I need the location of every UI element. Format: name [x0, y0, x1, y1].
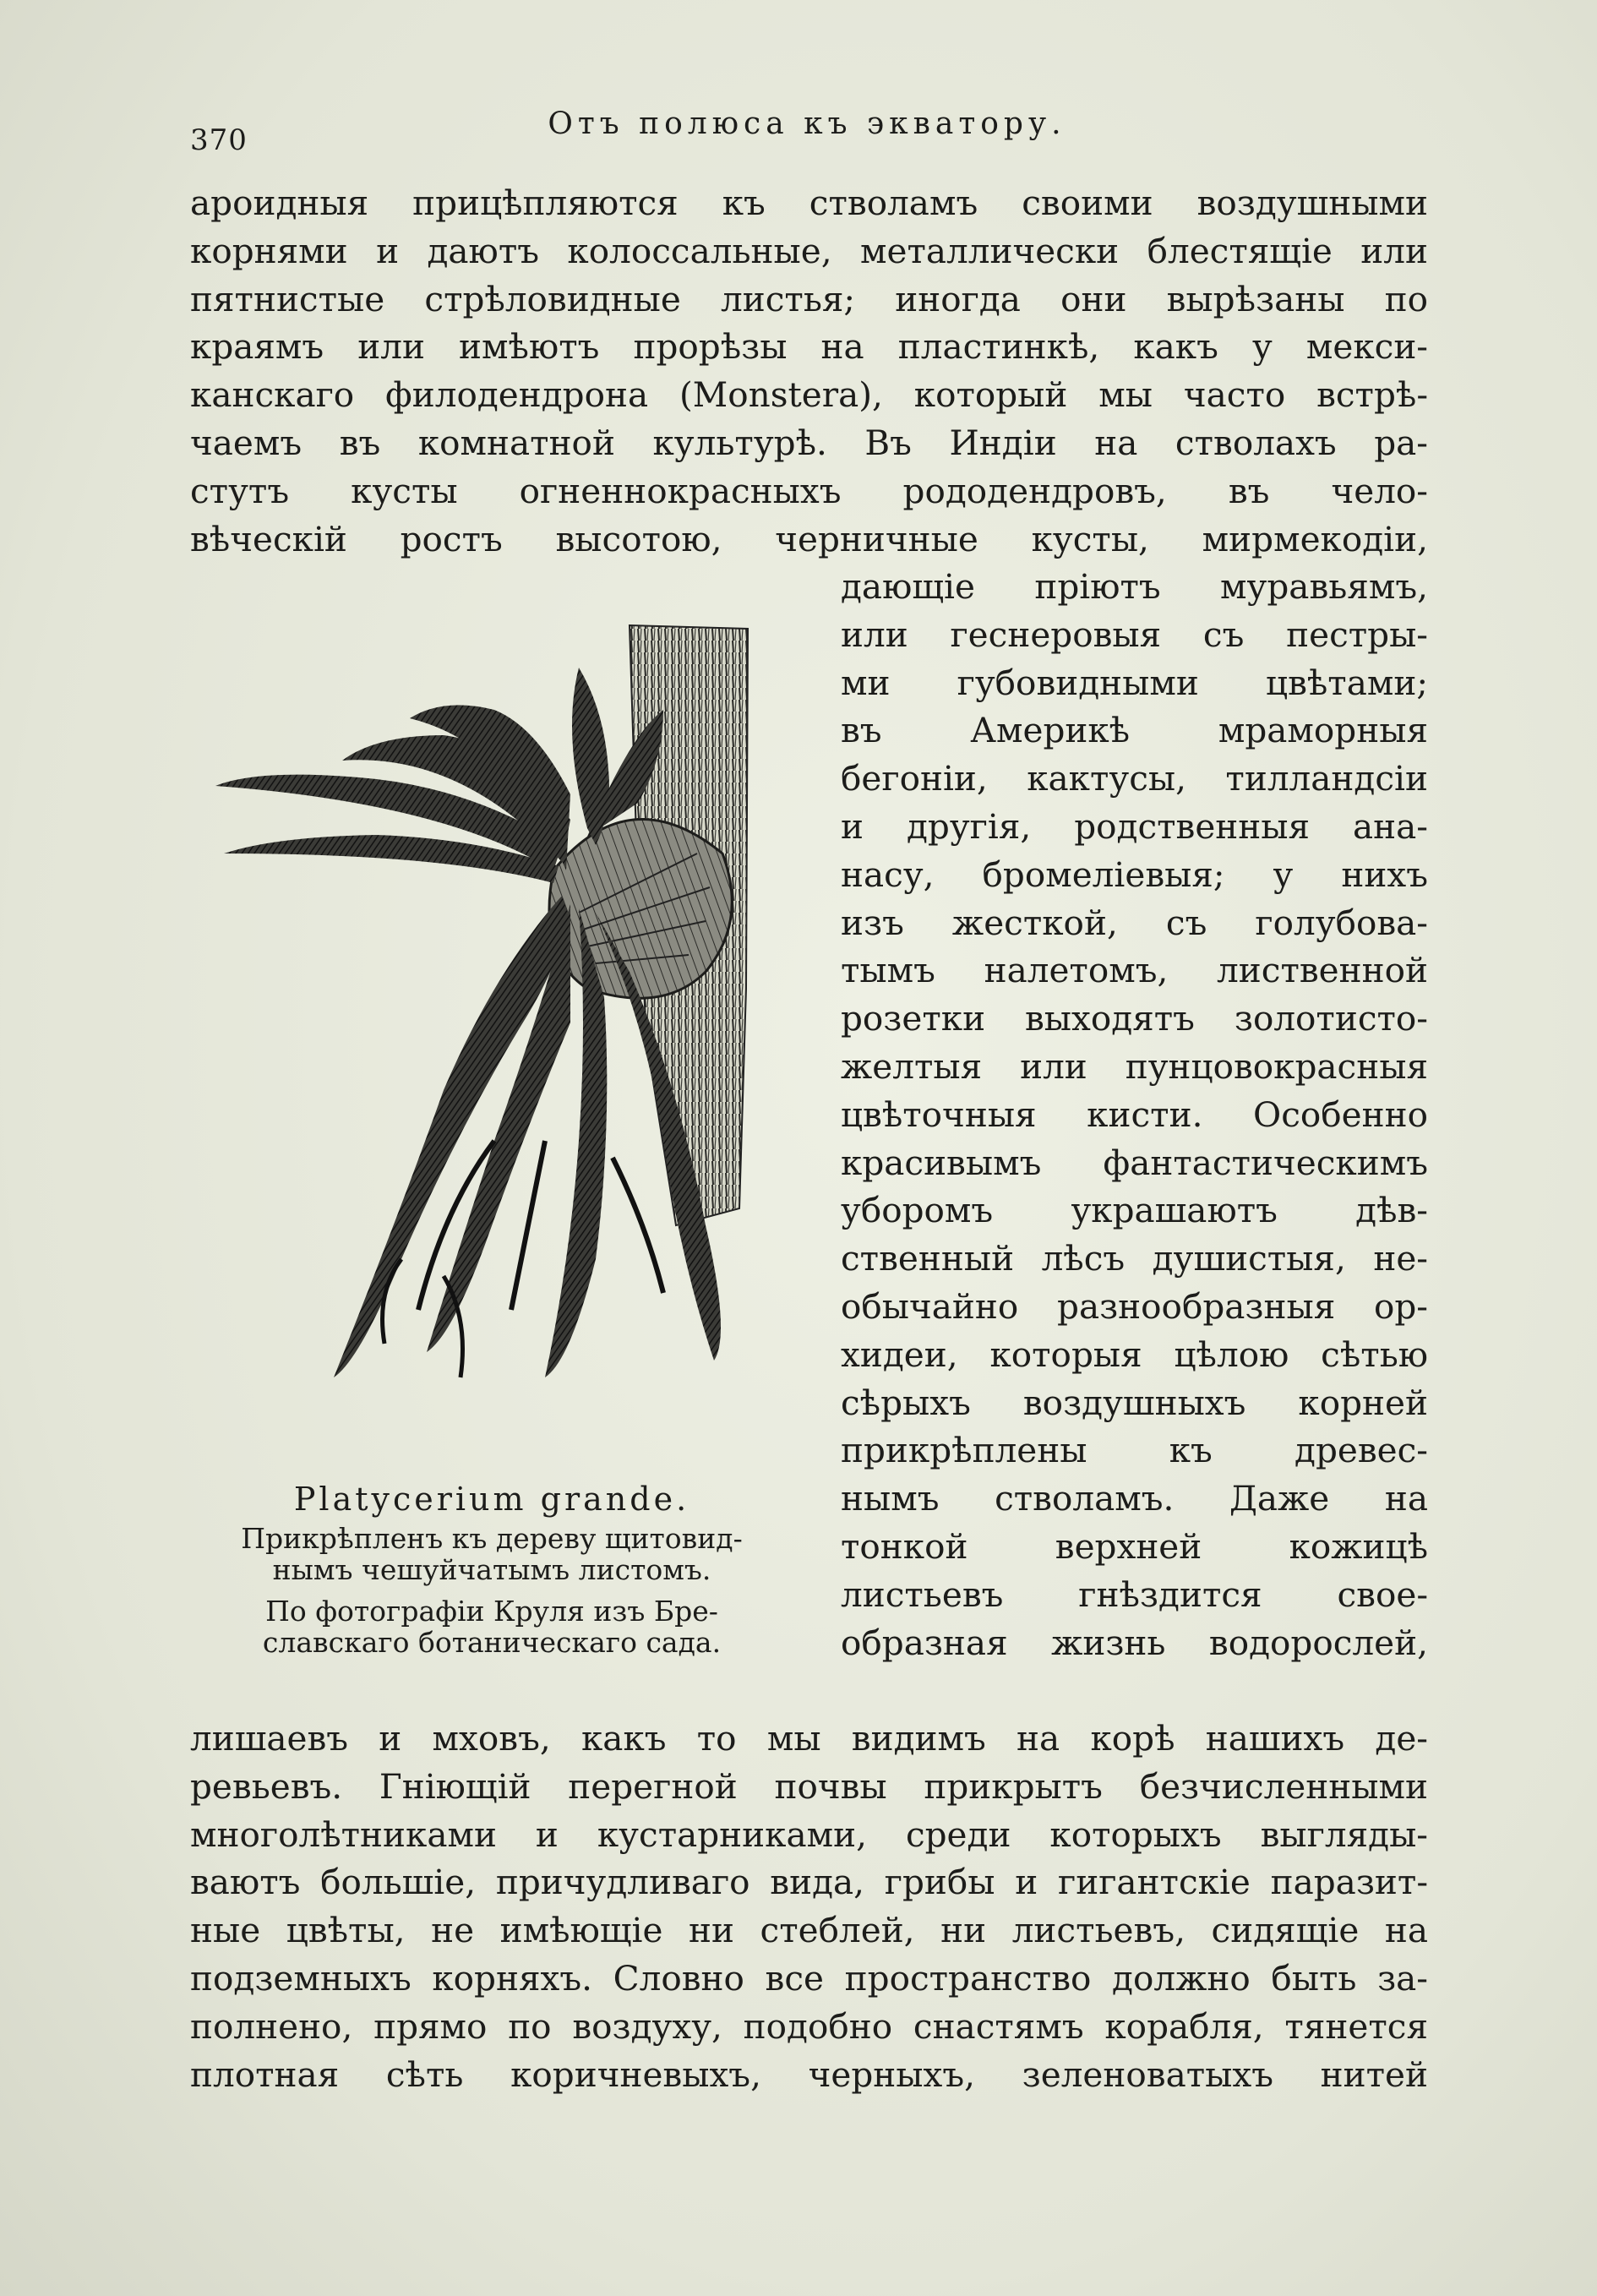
text-line: краямъ или имѣютъ прорѣзы на пластинкѣ, какъ у мекси- — [190, 326, 1428, 368]
bottom-paragraph — [190, 1715, 1428, 2098]
text-line: розетки выходятъ золотисто- — [841, 998, 1428, 1039]
text-line: ароидныя прицѣпляются къ стволамъ своими воздушными — [190, 183, 1428, 223]
side-column-text — [841, 563, 1428, 1666]
text-line: и другія, родственныя ана- — [841, 805, 1428, 847]
text-line: тонкой верхней кожицѣ — [841, 1525, 1428, 1567]
text-line: ревьевъ. Гніющій перегной почвы прикрытъ безчисленными — [190, 1765, 1428, 1807]
caption-line: По фотографіи Круля изъ Бре- — [265, 1595, 718, 1628]
text-line: красивымъ фантастическимъ — [841, 1142, 1428, 1183]
caption-line: нымъ чешуйчатымъ листомъ. — [272, 1553, 711, 1586]
text-line: образная жизнь водорослей, — [841, 1622, 1428, 1663]
text-line: бегоніи, кактусы, тилландсіи — [841, 758, 1428, 799]
text-line: обычайно разнообразныя ор- — [841, 1285, 1428, 1327]
caption-line: Прикрѣпленъ къ дереву щитовид- — [241, 1522, 743, 1555]
text-line: ные цвѣты, не имѣющіе ни стеблей, ни листьевъ, сидящіе на — [190, 1910, 1428, 1951]
text-line: многолѣтниками и кустарниками, среди которыхъ выгляды- — [190, 1813, 1428, 1855]
page-number: 370 — [190, 123, 248, 157]
text-line: листьевъ гнѣздится свое- — [841, 1573, 1428, 1615]
text-line: въ Америкѣ мраморныя — [841, 710, 1428, 751]
staghorn-fern-engraving — [190, 617, 782, 1462]
text-line: канскаго филодендрона (Monstera), который мы часто встрѣ- — [190, 374, 1428, 416]
top-paragraph — [190, 179, 1428, 563]
text-line: цвѣточныя кисти. Особенно — [841, 1093, 1428, 1135]
text-line: полнено, прямо по воздуху, подобно снастямъ корабля, тянется — [190, 2005, 1428, 2047]
text-line: тымъ налетомъ, лиственной — [841, 950, 1428, 991]
text-line: вѣческій ростъ высотою, черничные кусты, мирмекодіи, — [190, 518, 1428, 559]
figure-caption — [179, 1481, 804, 1658]
text-line: лишаевъ и мховъ, какъ то мы видимъ на корѣ нашихъ де- — [190, 1718, 1428, 1759]
running-head — [190, 101, 1424, 157]
text-line: прикрѣплены къ древес- — [841, 1430, 1428, 1471]
text-line: сѣрыхъ воздушныхъ корней — [841, 1382, 1428, 1423]
text-line: ственный лѣсъ душистыя, не- — [841, 1238, 1428, 1279]
text-line: стутъ кусты огненнокрасныхъ рододендровъ, въ чело- — [190, 470, 1428, 511]
running-title: Отъ полюса къ экватору. — [548, 106, 1066, 141]
caption-line: славскаго ботаническаго сада. — [262, 1626, 722, 1659]
text-line: дающіе пріютъ муравьямъ, — [841, 566, 1428, 607]
platycerium-illustration — [190, 617, 782, 1462]
text-line: изъ жесткой, съ голубова- — [841, 902, 1428, 943]
text-line: хидеи, которыя цѣлою сѣтью — [841, 1333, 1428, 1375]
text-line: чаемъ въ комнатной культурѣ. Въ Индіи на стволахъ ра- — [190, 422, 1428, 463]
text-line: пятнистые стрѣловидные листья; иногда они вырѣзаны по — [190, 278, 1428, 319]
caption-title: Platycerium grande. — [293, 1481, 690, 1518]
text-line: ваютъ большіе, причудливаго вида, грибы и гигантскіе паразит- — [190, 1862, 1428, 1903]
text-line: или геснеровыя съ пестры- — [841, 614, 1428, 655]
text-line: плотная сѣть коричневыхъ, черныхъ, зеленоватыхъ нитей — [190, 2053, 1428, 2095]
text-line: уборомъ украшаютъ дѣв- — [841, 1190, 1428, 1231]
text-line: корнями и даютъ колоссальные, металлически блестящіе или — [190, 230, 1428, 271]
text-line: насу, бромеліевыя; у нихъ — [841, 854, 1428, 895]
text-line: ми губовидными цвѣтами; — [841, 662, 1428, 703]
text-line: подземныхъ корняхъ. Словно все пространство должно быть за- — [190, 1957, 1428, 1999]
text-line: нымъ стволамъ. Даже на — [841, 1478, 1428, 1519]
text-line: желтыя или пунцовокрасныя — [841, 1045, 1428, 1087]
